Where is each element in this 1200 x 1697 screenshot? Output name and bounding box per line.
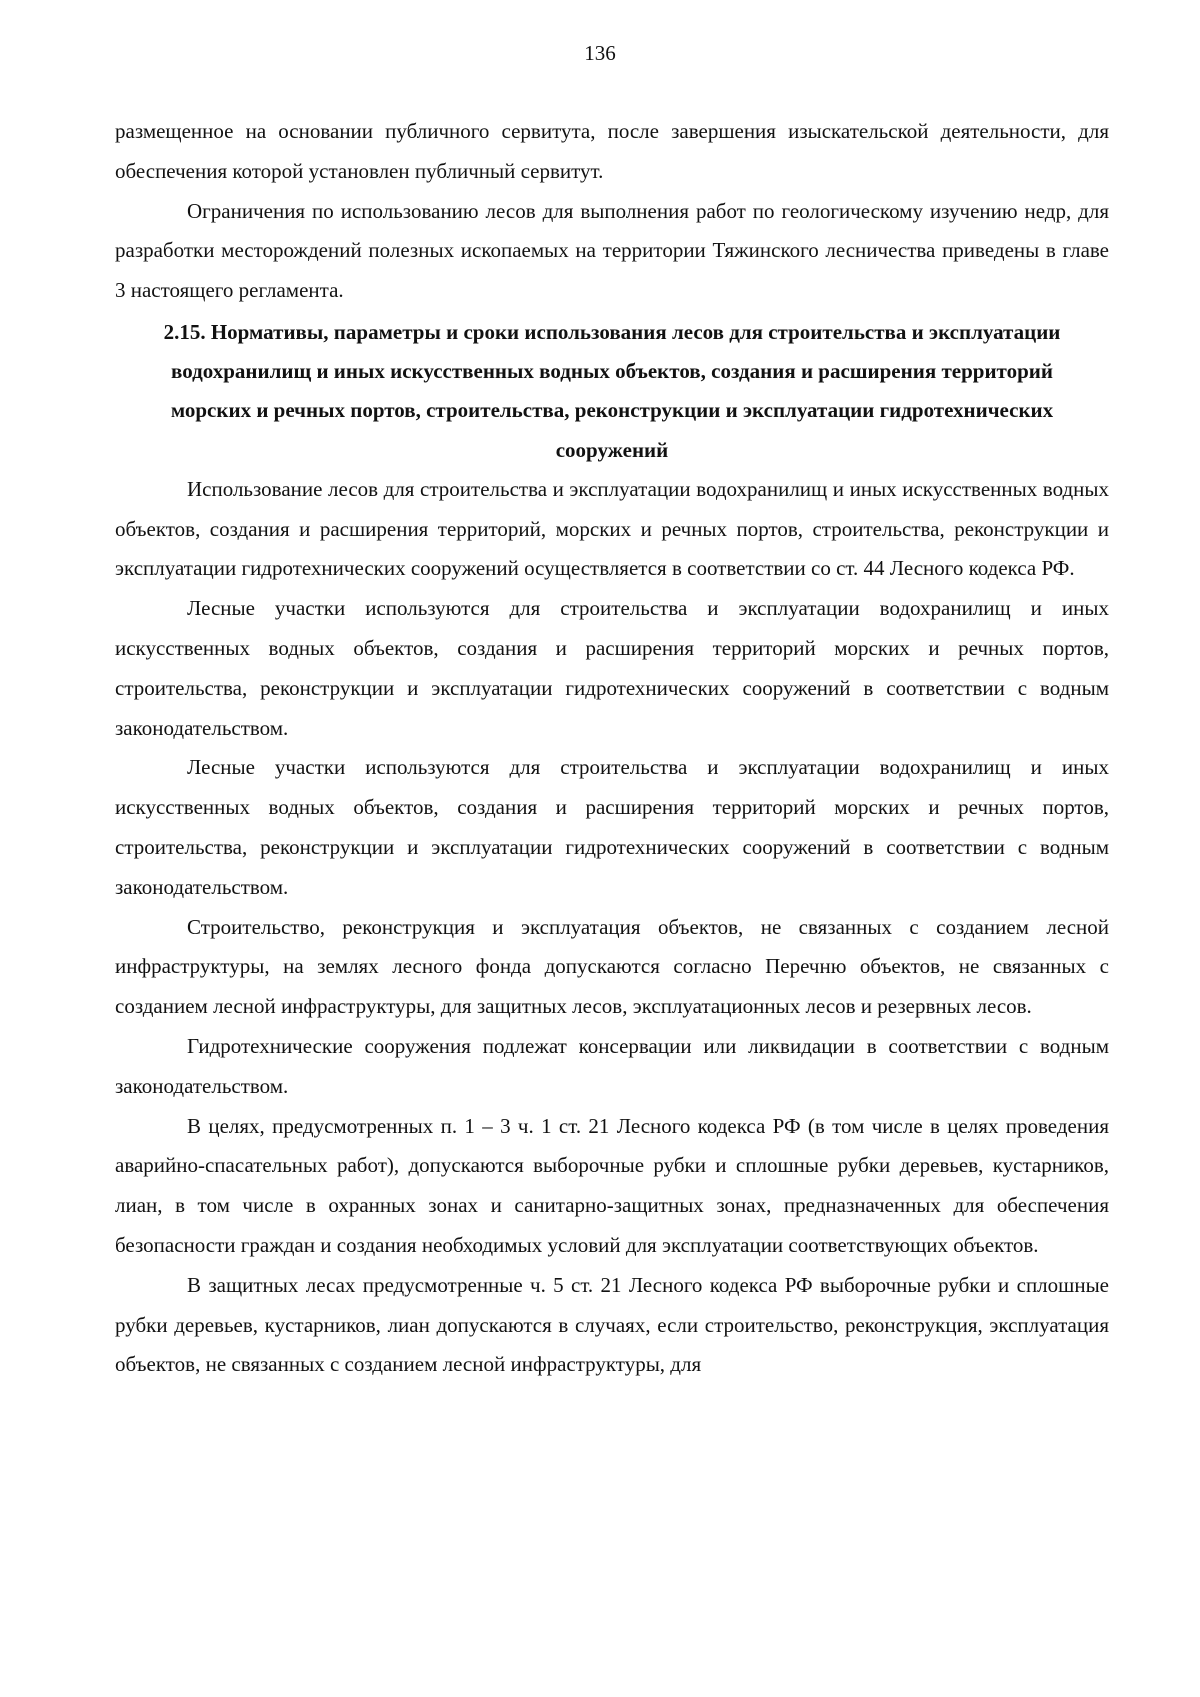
paragraph: Строительство, реконструкция и эксплуатация объектов, не связанных с созданием лесной инфраструктуры, на землях лесного фонда допускаются согласно Перечню объектов, не связанных с созданием лесной инфраструктуры, для защитных лесов, эксплуатационных лесов и резервных лесов.: [115, 914, 1109, 1019]
paragraph: Лесные участки используются для строительства и эксплуатации водохранилищ и иных искусственных водных объектов, создания и расширения территорий морских и речных портов, строительства, реконструкции и эксплуатации гидротехнических сооружений в соответствии с водным законодательством.: [115, 755, 1109, 899]
page-number: 136: [584, 41, 616, 65]
paragraph: Использование лесов для строительства и эксплуатации водохранилищ и иных искусственных водных объектов, создания и расширения территорий, морских и речных портов, строительства, реконструкции и эксплуатации гидротехнических сооружений осуществляется в соответствии со ст. 44 Лесного кодекса РФ.: [115, 476, 1109, 581]
paragraph-continuation: размещенное на основании публичного сервитута, после завершения изыскательской деятельности, для обеспечения которой установлен публичный сервитут.: [115, 119, 1109, 183]
section-heading: 2.15. Нормативы, параметры и сроки использования лесов для строительства и эксплуатации водохранилищ и иных искусственных водных объектов, создания и расширения территорий морских и речных портов, строительства, реконструкции и эксплуатации гидротехнических сооружений: [163, 319, 1061, 462]
paragraph: В защитных лесах предусмотренные ч. 5 ст. 21 Лесного кодекса РФ выборочные рубки и сплошные рубки деревьев, кустарников, лиан допускаются в случаях, если строительство, реконструкция, эксплуатация объектов, не связанных с созданием лесной инфраструктуры, для: [115, 1272, 1109, 1377]
paragraph: Лесные участки используются для строительства и эксплуатации водохранилищ и иных искусственных водных объектов, создания и расширения территорий морских и речных портов, строительства, реконструкции и эксплуатации гидротехнических сооружений в соответствии с водным законодательством.: [115, 596, 1109, 740]
paragraph: В целях, предусмотренных п. 1 – 3 ч. 1 ст. 21 Лесного кодекса РФ (в том числе в целях проведения аварийно-спасательных работ), допускаются выборочные рубки и сплошные рубки деревьев, кустарников, лиан, в том числе в охранных зонах и санитарно-защитных зонах, предназначенных для обеспечения безопасности граждан и создания необходимых условий для эксплуатации соответствующих объектов.: [115, 1113, 1109, 1257]
paragraph: Ограничения по использованию лесов для выполнения работ по геологическому изучению недр, для разработки месторождений полезных ископаемых на территории Тяжинского лесничества приведены в главе 3 настоящего регламента.: [115, 198, 1109, 303]
document-body: [115, 112, 1109, 1385]
paragraph: Гидротехнические сооружения подлежат консервации или ликвидации в соответствии с водным законодательством.: [115, 1033, 1109, 1098]
